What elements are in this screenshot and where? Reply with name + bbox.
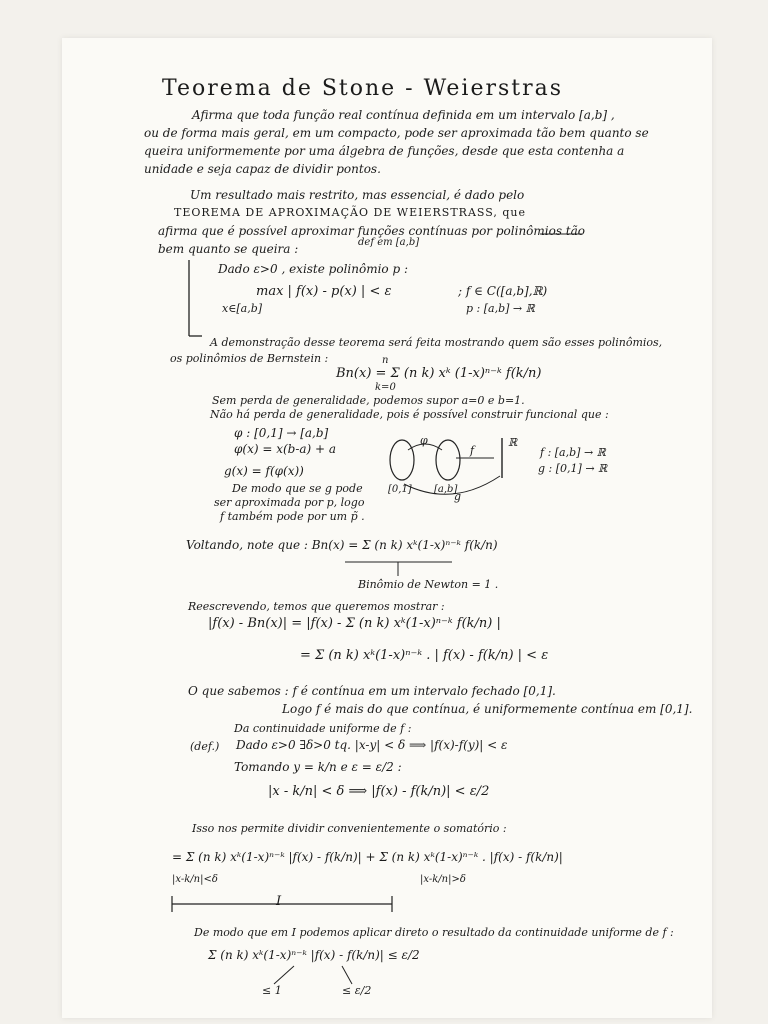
sabemos-line-2: Logo f é mais do que contínua, é uniformemente contínua em [0,1]. — [282, 702, 693, 716]
isso-line: Isso nos permite dividir convenientemente o somatório : — [192, 822, 507, 835]
diagram-phi-label: φ — [420, 434, 428, 447]
theorem-name: TEOREMA DE APROXIMAÇÃO DE WEIERSTRASS, que — [174, 206, 527, 219]
sabemos-line-1: O que sabemos : f é contínua em um intervalo fechado [0,1]. — [188, 684, 556, 698]
intro-line-3: queira uniformemente por uma álgebra de funções, desde que esta contenha a — [144, 144, 625, 158]
box-cond-1: ; f ∈ C([a,b],ℝ) — [458, 284, 548, 298]
demodo2-line: De modo que em I podemos aplicar direto o resultado da continuidade uniforme de f : — [194, 926, 674, 939]
box-sub: x∈[a,b] — [222, 302, 263, 315]
diagram-ab-label: [a,b] — [434, 484, 458, 495]
page-strokes — [62, 38, 712, 1018]
intro-line-1: Afirma que toda função real contínua definida em um intervalo [a,b] , — [192, 108, 615, 122]
demo-line-2: os polinômios de Bernstein : — [170, 352, 329, 365]
page-title: Teorema de Stone - Weierstras — [162, 76, 564, 101]
phi-formula: φ(x) = x(b-a) + a — [234, 442, 337, 456]
equation-1: |f(x) - Bn(x)| = |f(x) - Σ (n k) xᵏ(1-x)ⁿ⁻ᵏ f(k/n) | — [208, 616, 501, 631]
split-sum: = Σ (n k) xᵏ(1-x)ⁿ⁻ᵏ |f(x) - f(k/n)| + Σ (n k) xᵏ(1-x)ⁿ⁻ᵏ . |f(x) - f(k/n)| — [172, 850, 563, 864]
demodo-line-3: f também pode por um p̃ . — [220, 510, 365, 523]
diagram-f-map: f : [a,b] → ℝ — [540, 446, 606, 459]
arrow-le1 — [274, 966, 294, 984]
restrict-line-1: Um resultado mais restrito, mas essencial, é dado pelo — [190, 188, 525, 202]
def-tag: (def.) — [190, 740, 220, 753]
sum-top: n — [382, 355, 389, 366]
notebook-page — [62, 38, 712, 1018]
diagram-g-map: g : [0,1] → ℝ — [538, 462, 608, 475]
arrow-le2 — [342, 966, 352, 984]
intro-line-4: unidade e seja capaz de dividir pontos. — [144, 162, 381, 176]
cond-a: |x-k/n|<δ — [172, 874, 218, 885]
binomio-note: Binômio de Newton = 1 . — [358, 578, 499, 591]
demo-line-1: A demonstração desse teorema será feita mostrando quem são esses polinômios, — [210, 336, 663, 349]
diagram-R-label: ℝ — [508, 436, 518, 449]
diagram-g-label: g — [454, 490, 462, 503]
set-ab-ellipse — [436, 440, 460, 480]
restrict-line-4: bem quanto se queira : — [158, 242, 299, 256]
box-max: max | f(x) - p(x) | < ε — [256, 284, 392, 299]
restrict-line-3: afirma que é possível aproximar funções contínuas por polinômios tão — [158, 224, 586, 238]
demodo-line-2: ser aproximada por p, logo — [214, 496, 365, 509]
g-definition: g(x) = f(φ(x)) — [224, 464, 304, 478]
phi-domain: φ : [0,1] → [a,b] — [234, 426, 329, 440]
cond-b: |x-k/n|>δ — [420, 874, 466, 885]
wlog-line-1: Sem perda de generalidade, podemos supor a=0 e b=1. — [212, 394, 525, 407]
wlog-line-2: Não há perda de generalidade, pois é possível construir funcional que : — [210, 408, 609, 421]
final-inequality: Σ (n k) xᵏ(1-x)ⁿ⁻ᵏ |f(x) - f(k/n)| ≤ ε/2 — [208, 948, 420, 962]
diagram-f-label: f — [470, 444, 475, 457]
bernstein-formula: Bn(x) = Σ (n k) xᵏ (1-x)ⁿ⁻ᵏ f(k/n) — [336, 366, 542, 381]
equation-2: = Σ (n k) xᵏ(1-x)ⁿ⁻ᵏ . | f(x) - f(k/n) | < ε — [300, 648, 549, 663]
reescrevendo-line: Reescrevendo, temos que queremos mostrar : — [188, 600, 445, 613]
set-01-ellipse — [390, 440, 414, 480]
box-cond-2: p : [a,b] → ℝ — [466, 302, 535, 315]
unif-line: Da continuidade uniforme de f : — [234, 722, 412, 735]
bound-le1: ≤ 1 — [262, 984, 282, 997]
intro-line-2: ou de forma mais geral, em um compacto, pode ser aproximada tão bem quanto se — [144, 126, 649, 140]
diagram-01-label: [0,1] — [388, 484, 412, 495]
sum-bottom: k=0 — [375, 382, 396, 393]
voltando-line: Voltando, note que : Bn(x) = Σ (n k) xᵏ(1-x)ⁿ⁻ᵏ f(k/n) — [186, 538, 498, 552]
def-continuity: Dado ε>0 ∃δ>0 tq. |x-y| < δ ⟹ |f(x)-f(y)| < ε — [236, 738, 508, 752]
equation-3: |x - k/n| < δ ⟹ |f(x) - f(k/n)| < ε/2 — [268, 784, 490, 799]
tomando-line: Tomando y = k/n e ε = ε/2 : — [234, 760, 402, 774]
interval-I-label: I — [276, 894, 282, 909]
box-line-1: Dado ε>0 , existe polinômio p : — [218, 262, 409, 276]
def-note: def em [a,b] — [358, 237, 420, 248]
demodo-line-1: De modo que se g pode — [232, 482, 363, 495]
bound-le2: ≤ ε/2 — [342, 984, 372, 997]
